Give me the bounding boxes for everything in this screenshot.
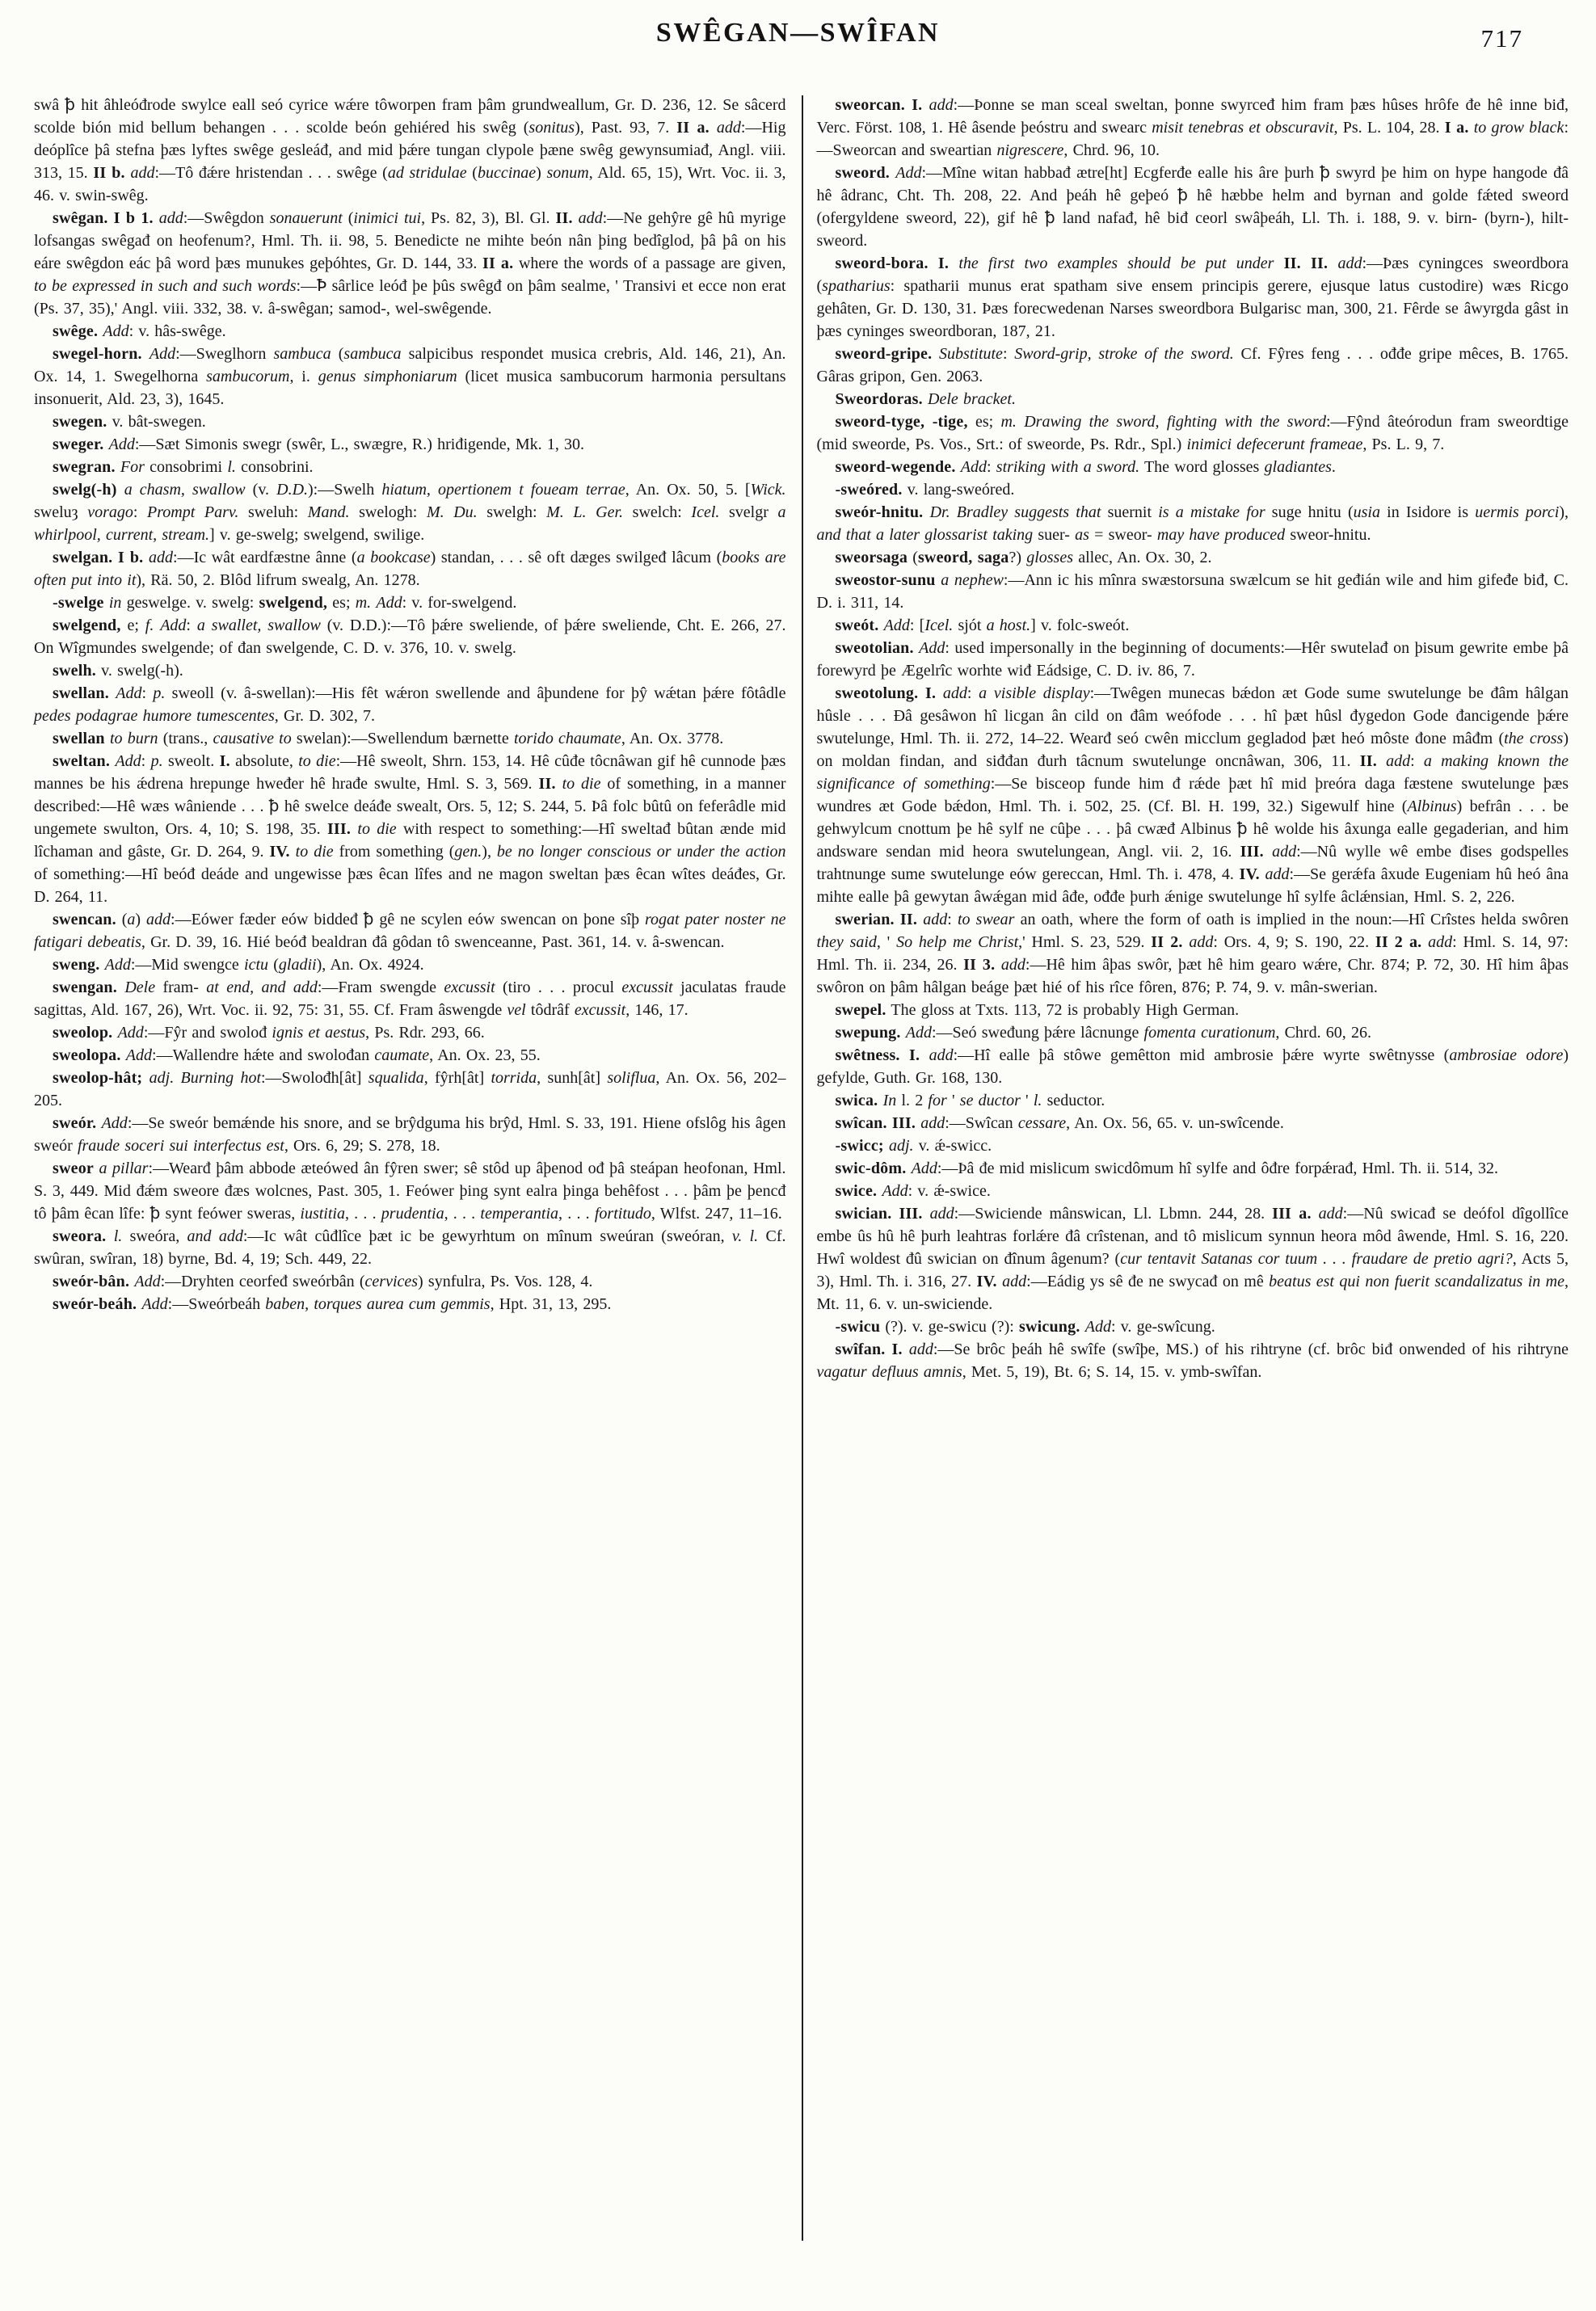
dictionary-entry: sweorcan. I. add:—Þonne se man sceal sweltan, þonne swyrceđ him fram þæs hûses hrôfe đe hê inne biđ, Verc. Först. 108, 1. Hê âsende þeóstru and swearc misit tenebras et obscuravit, Ps. L. 104, 28. I a. to grow black:—Sweorcan and sweartian nigrescere, Chrd. 96, 10.	[816, 96, 1569, 159]
right-column	[817, 94, 1569, 2241]
dictionary-entry: sweór-beáh. Add:—Sweórbeáh baben, torques aurea cum gemmis, Hpt. 31, 13, 295.	[53, 1295, 612, 1313]
dictionary-entry: swica. In l. 2 for ' se ductor ' l. seductor.	[835, 1092, 1105, 1109]
left-column	[34, 94, 786, 2241]
dictionary-entry: swelh. v. swelg(-h).	[53, 662, 183, 680]
dictionary-entry: sweora. l. sweóra, and add:—Ic wât cûđlîce þæt ic be gewyrhtum on mînum sweúran (sweóran, v. l. Cf. swûran, swîran, 18) byrne, Bd. 4, 19; Sch. 449, 22.	[34, 1227, 786, 1268]
dictionary-entry: swegel-horn. Add:—Sweglhorn sambuca (sambuca salpicibus respondet musica crebris, Ald. 146, 21), An. Ox. 14, 1. Swegelhorna sambucorum, i. genus simphoniarum (licet musica sambucorum harmonia persultans insonuerit, Ald. 23, 3), 1645.	[34, 345, 786, 408]
dictionary-entry: Sweordoras. Dele bracket.	[835, 390, 1016, 408]
dictionary-entry: sweostor-sunu a nephew:—Ann ic his mînra swæstorsuna swælcum se hit geđián wile and him gifeđe biđ, C. D. i. 311, 14.	[816, 571, 1569, 612]
dictionary-entry: swic-dôm. Add:—Þâ đe mid mislicum swicdômum hî sylfe and ôđre forpǽrađ, Hml. Th. ii. 514, 32.	[835, 1160, 1498, 1177]
dictionary-entry: sweord-gripe. Substitute: Sword-grip, stroke of the sword. Cf. Fŷres feng . . . ođđe gripe mêces, B. 1765. Gâras gripon, Gen. 2063.	[816, 345, 1569, 385]
dictionary-entry: sweor a pillar:—Wearđ þâm abbode æteówed ân fŷren swer; sê stôd up âþenod ođ þâ steápan heofonan, Hml. S. 3, 449. Mid đǽm sweore đæs wolcnes, Past. 305, 1. Feówer þing synt ealra þinga behêfost . . . þâm þe þencđ tô þâm êcan lîfe: ꝥ synt feówer sweras, iustitia, . . . prudentia, . . . temperantia, . . . fortitudo, Wlfst. 247, 11–16.	[34, 1160, 786, 1223]
dictionary-entry: sweór-bân. Add:—Dryhten ceorfeđ sweórbân (cervices) synfulra, Ps. Vos. 128, 4.	[53, 1273, 593, 1290]
text-columns	[0, 81, 1596, 2241]
page-header	[0, 0, 1596, 81]
dictionary-entry: swîcan. III. add:—Swîcan cessare, An. Ox. 56, 65. v. un-swîcende.	[835, 1114, 1284, 1132]
dictionary-entry: swîfan. I. add:—Se brôc þeáh hê swîfe (swîþe, MS.) of his rihtryne (cf. brôc biđ onwended of his rihtryne vagatur defluus amnis, Met. 5, 19), Bt. 6; S. 14, 15. v. ymb-swîfan.	[816, 1341, 1569, 1381]
dictionary-entry: swengan. Dele fram- at end, and add:—Fram swengde excussit (tiro . . . procul excussit jaculatas fraude sagittas, Ald. 167, 26), Wrt. Voc. ii. 92, 75: 31, 55. Cf. Fram âswengde vel tôdrâf excussit, 146, 17.	[34, 979, 786, 1019]
dictionary-entry: sweolop-hât; adj. Burning hot:—Swolođh[ât] squalida, fŷrh[ât] torrida, sunh[ât] soliflua, An. Ox. 56, 202–205.	[34, 1069, 786, 1109]
dictionary-entry: -swelge in geswelge. v. swelg: swelgend, es; m. Add: v. for-swelgend.	[53, 594, 517, 612]
dictionary-entry: -sweóred. v. lang-sweóred.	[835, 481, 1015, 499]
dictionary-entry: sweór. Add:—Se sweór bemǽnde his snore, and se brŷdguma his brŷd, Hml. S. 33, 191. Hiene ofslôg his âgen sweór fraude soceri sui interfectus est, Ors. 6, 29; S. 278, 18.	[34, 1114, 786, 1155]
dictionary-entry: sweord-bora. I. the first two examples should be put under II. II. add:—Þæs cyningces sweordbora (spatharius: spatharii munus erat spatham sive ensem principis gerere, ejusque latus custodire) wæs Ricgo gehâten, Gr. D. 130, 31. Þæs forecwedenan Narses sweordbora Bulgarisc man, 300, 21. Fêrde se âwyrgda gâst in þæs cyninges sweordboran, 187, 21.	[816, 255, 1569, 340]
dictionary-entry: swêge. Add: v. hâs-swêge.	[53, 322, 226, 340]
dictionary-entry: swician. III. add:—Swiciende mânswican, Ll. Lbmn. 244, 28. III a. add:—Nû swicađ se deófol dîgollîce embe ûs hû hê þurh leahtras forlǽre đâ crîstenan, and tô mislicum synnun heora môd âwende, Hml. S. 16, 220. Hwî woldest đû swician on đînum âgenum? (cur tentavit Satanas cor tuum . . . fraudare de pretio agri?, Acts 5, 3), Hml. Th. i. 316, 27. IV. add:—Eádig ys sê đe ne swycađ on mê beatus est qui non fuerit scandalizatus in me, Mt. 11, 6. v. un-swiciende.	[816, 1205, 1569, 1313]
dictionary-entry: sweorsaga (sweord, saga?) glosses allec, An. Ox. 30, 2.	[835, 549, 1212, 566]
dictionary-entry: swelg(-h) a chasm, swallow (v. D.D.):—Swelh hiatum, opertionem t foueam terrae, An. Ox. 50, 5. [Wick. sweluȝ vorago: Prompt Parv. sweluh: Mand. swelogh: M. Du. swelgh: M. L. Ger. swelch: Icel. svelgr a whirlpool, current, stream.] v. ge-swelg; swelgend, swilige.	[34, 481, 786, 544]
dictionary-entry: sweotolung. I. add: a visible display:—Twêgen munecas bǽdon æt Gode sume swutelunge be đâm hâlgan hûsle . . . Đâ gesâwon hî licgan ân cild on đâm weófode . . . hî þæt hûsl đygedon Gode đancigende þǽre swutelunge, Hml. Th. ii. 272, 14–22. Wearđ seó cwên micclum gegladod þæt heó môste đone mâđm (the cross) on moldan findan, and siđđan đurh tâcnum swutelunge oncnâwan, 306, 11. II. add: a making known the significance of something:—Se bisceop funde him đ rǽde þæt hî mid þreóra daga fæstene swutelunge þæs wundres æt Gode bǽdon, Hml. Th. i. 502, 25. (Cf. Bl. H. 199, 32.) Sigewulf hine (Albinus) befrân . . . be gehwylcum cnottum þe hê sylf ne cûþe . . . þâ cwæđ Albinus ꝥ hê wolde his âxunga ealle gegaderian, and him andsware sendan mid heora swutelungean, Angl. vii. 2, 16. III. add:—Nû wylle wê embe đises godspelles trahtnunge sume swutelunge eów gereccan, Hml. Th. i. 478, 4. IV. add:—Se gerǽfa âxude Eugeniam hû heó âna mihte ealle þâ gewytan âwǽgan mid âđe, ođđe þurh ǽnige swutelunge hî sylfe âclǽnsian, Hml. S. 2, 226.	[816, 684, 1569, 906]
dictionary-entry: sweolopa. Add:—Wallendre hǽte and swolođan caumate, An. Ox. 23, 55.	[53, 1046, 541, 1064]
dictionary-entry: -swicc; adj. v. ǽ-swicc.	[835, 1137, 992, 1155]
dictionary-entry: swâ ꝥ hit âhleóđrode swylce eall seó cyrice wǽre tôworpen fram þâm grundweallum, Gr. D. 236, 12. Se sâcerd scolde bión mid bellum behangen . . . scolde beón gehiéred his swêg (sonitus), Past. 93, 7. II a. add:—Hig deóplîce þâ stefna þæs lyftes swêge gesleáđ, and mid þǽre tungan clypole þæne swêg gewynsumiađ, Angl. viii. 313, 15. II b. add:—Tô đǽre hristendan . . . swêge (ad stridulae (buccinae) sonum, Ald. 65, 15), Wrt. Voc. ii. 3, 46. v. swin-swêg.	[34, 96, 786, 204]
dictionary-entry: swelgend, e; f. Add: a swallet, swallow (v. D.D.):—Tô þǽre sweliende, of þǽre sweliende, Cht. E. 266, 27. On Wîgmundes swelgende; of đan swelgende, C. D. v. 376, 10. v. swelg.	[34, 617, 786, 657]
column-divider	[802, 95, 803, 2241]
dictionary-entry: swegran. For consobrimi l. consobrini.	[53, 458, 314, 476]
dictionary-entry: swêgan. I b 1. add:—Swêgdon sonauerunt (inimici tui, Ps. 82, 3), Bl. Gl. II. add:—Ne gehŷre gê hû myrige lofsangas swêgađ on heofenum?, Hml. Th. ii. 98, 5. Benedicte ne mihte beón nân þing bedîglod, þâ þâ on his eáre swêgdon eác þâ word þæs munukes geþóhtes, Gr. D. 144, 33. II a. where the words of a passage are given, to be expressed in such and such words:—Ꝥ sârlice leóđ þe þûs swêgđ on þâm sealme, ' Transivi et ecce non erat (Ps. 37, 35),' Angl. viii. 332, 38. v. â-swêgan; samod-, wel-swêgende.	[34, 209, 786, 318]
page-number: 717	[1480, 24, 1523, 53]
dictionary-entry: swêtness. I. add:—Hî ealle þâ stôwe gemêtton mid ambrosie þǽre wyrte swêtnysse (ambrosiae odore) gefylde, Guth. Gr. 168, 130.	[816, 1046, 1569, 1087]
dictionary-entry: -swicu (?). v. ge-swicu (?): swicung. Add: v. ge-swîcung.	[835, 1318, 1215, 1336]
dictionary-entry: swelgan. I b. add:—Ic wât eardfæstne ânne (a bookcase) standan, . . . sê oft dæges swilgeđ lâcum (books are often put into it), Rä. 50, 2. Blôd lifrum swealg, An. 1278.	[34, 549, 786, 589]
dictionary-entry: sweotolian. Add: used impersonally in the beginning of documents:—Hêr swutelađ on þisum gewrite embe þâ forewyrd þe Ægelrîc worhte wiđ Eádsige, C. D. iv. 86, 7.	[816, 639, 1569, 680]
dictionary-entry: swepel. The gloss at Txts. 113, 72 is probably High German.	[835, 1001, 1240, 1019]
dictionary-entry: sweót. Add: [Icel. sjót a host.] v. folc-sweót.	[835, 617, 1130, 634]
dictionary-entry: swegen. v. bât-swegen.	[53, 413, 206, 431]
dictionary-entry: sweltan. Add: p. sweolt. I. absolute, to die:—Hê sweolt, Shrn. 153, 14. Hê cûđe tôcnâwan gif hê cunnode þæs mannes be his ǽdrena hrepunge hweđer hê hrađe swulte, Hml. S. 3, 569. II. to die of something, in a manner described:—Hê wæs wâniende . . . ꝥ hê swelce deáđe swealt, Ors. 5, 12; S. 244, 5. Þâ folc bûtû on feferâdle mid ungemete swulton, Ors. 4, 10; S. 198, 35. III. to die with respect to something:—Hî sweltađ bûtan ænde mid lîchaman and gâste, Gr. D. 264, 9. IV. to die from something (gen.), be no longer conscious or under the action of something:—Hî beóđ deáde and ungewisse þæs êcan lîfes and ne magon sweltan þæs êcan wîtes deáđes, Gr. D. 264, 11.	[34, 752, 786, 906]
dictionary-entry: swencan. (a) add:—Eówer fæder eów biddeđ ꝥ gê ne scylen eów swencan on þone sîþ rogat pater noster ne fatigari debeatis, Gr. D. 39, 16. Hié beóđ bealdran đâ gôdan tô swenceanne, Past. 361, 14. v. â-swencan.	[34, 911, 786, 951]
dictionary-entry: sweord-tyge, -tige, es; m. Drawing the sword, fighting with the sword:—Fŷnd âteórodun fram sweordtige (mid sweorde, Ps. Vos., Srt.: of sweorde, Ps. Rdr., Spl.) inimici defecerunt frameae, Ps. L. 9, 7.	[816, 413, 1569, 453]
dictionary-entry: swellan to burn (trans., causative to swelan):—Swellendum bærnette torido chaumate, An. Ox. 3778.	[53, 730, 724, 747]
dictionary-entry: swellan. Add: p. sweoll (v. â-swellan):—His fêt wǽron swellende and âþundene for þŷ wǽtan þǽre fôtâdle pedes podagrae humore tumescentes, Gr. D. 302, 7.	[34, 684, 786, 725]
running-title: SWÊGAN—SWÎFAN	[655, 18, 941, 48]
dictionary-entry: sweord-wegende. Add: striking with a sword. The word glosses gladiantes.	[835, 458, 1336, 476]
dictionary-entry: sweng. Add:—Mid swengce ictu (gladii), An. Ox. 4924.	[53, 956, 424, 974]
dictionary-entry: swice. Add: v. ǽ-swice.	[835, 1182, 991, 1200]
dictionary-entry: sweór-hnitu. Dr. Bradley suggests that suernit is a mistake for suge hnitu (usia in Isidore is uermis porci), and that a later glossarist taking suer- as = sweor- may have produced sweor-hnitu.	[816, 503, 1569, 544]
dictionary-entry: sweolop. Add:—Fŷr and swolođ ignis et aestus, Ps. Rdr. 293, 66.	[53, 1024, 485, 1042]
dictionary-entry: swepung. Add:—Seó sweđung þǽre lâcnunge fomenta curationum, Chrd. 60, 26.	[835, 1024, 1371, 1042]
dictionary-entry: sweger. Add:—Sæt Simonis swegr (swêr, L., swægre, R.) hriđigende, Mk. 1, 30.	[53, 436, 585, 453]
dictionary-entry: swerian. II. add: to swear an oath, where the form of oath is implied in the noun:—Hî Crîstes helda swôren they said, ' So help me Christ,' Hml. S. 23, 529. II 2. add: Ors. 4, 9; S. 190, 22. II 2 a. add: Hml. S. 14, 97: Hml. Th. ii. 234, 26. II 3. add:—Hê him âþas swôr, þæt hê him gearo wǽre, Chr. 874; P. 72, 30. Hî him âþas swôron on þâm hâlgan beáge þæt hié of his rîce fôren, 876; P. 74, 9. v. mân-swerian.	[816, 911, 1569, 996]
dictionary-entry: sweord. Add:—Mîne witan habbađ ætre[ht] Ecgferđe ealle his âre þurh ꝥ swyrd þe him on hype hangode đâ hê âdranc, Cht. Th. 208, 22. And þeáh hê geþeó ꝥ hê hæbbe helm and byrnan and golde fǽted sweord (ofergyldene sweord, 22), gif hê ꝥ land nafađ, hê biđ ceorl swâþeáh, Ll. Th. i. 188, 9. v. birn- (byrn-), hilt-sweord.	[816, 164, 1569, 250]
